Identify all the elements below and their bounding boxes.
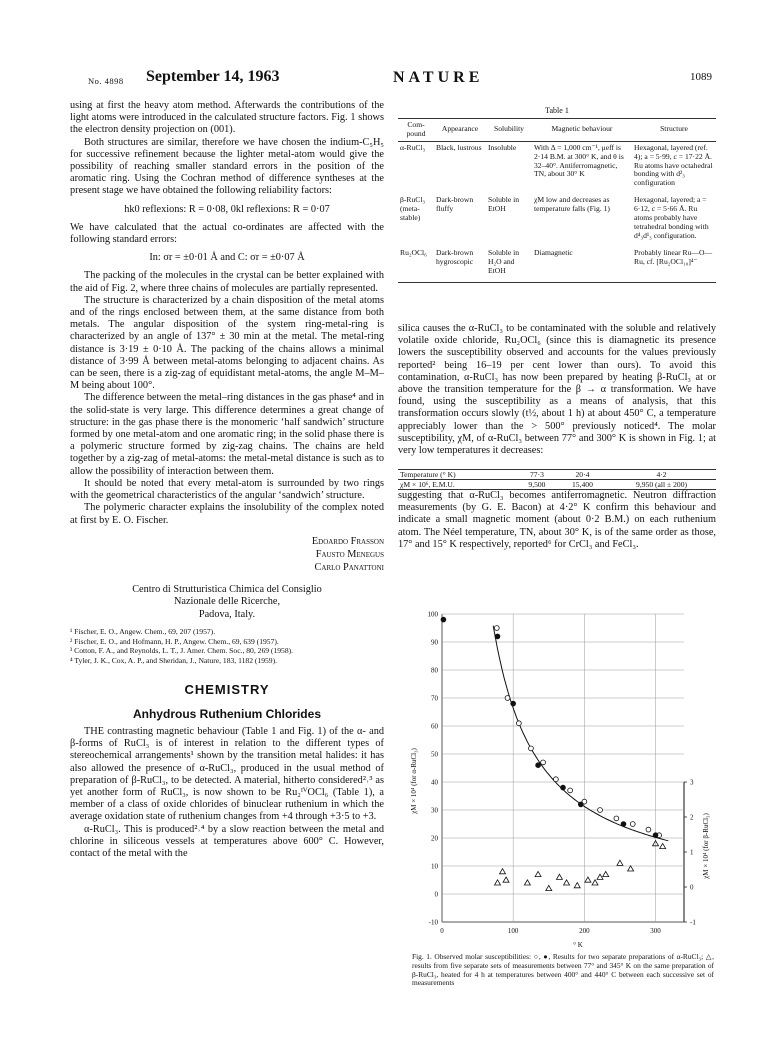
issue-number: No. 4898: [88, 76, 124, 86]
paragraph: The polymeric character explains the insolubility of the complex noted at first by E. O. Fischer.: [70, 502, 384, 526]
table-cell: With Δ = 1,000 cm⁻¹, μeff is 2·14 B.M. at 300° K, and θ is 32–40°. Antiferromagnetic, TN, about 30° K: [534, 142, 624, 179]
paragraph: α-RuCl₃. This is produced²˒⁴ by a slow reaction between the metal and chlorine in siliceous vessels at temperatures above 600° C. However, contact of the metal with the: [70, 823, 384, 860]
section-heading: CHEMISTRY: [184, 681, 270, 697]
y-tick-label: -10: [428, 918, 438, 927]
triangle-point: [524, 880, 530, 885]
filled-point: [621, 822, 626, 827]
x-tick-label: 300: [650, 927, 661, 935]
affiliation-line: Centro di Strutturistica Chimica del Consiglio: [132, 583, 322, 595]
affiliation-line: Padova, Italy.: [198, 608, 256, 620]
equation-reliability: hk0 reflexions: R = 0·08, 0kl reflexions: R = 0·07: [124, 203, 330, 215]
table-cell: Insoluble: [488, 142, 517, 152]
paragraph: THE contrasting magnetic behaviour (Table 1 and Fig. 1) of the α- and β-forms of RuCl₃ is of interest in relation to the different types of stereochemical arrangements¹ shown by the transition metal halides: it has also allowed the presence of α-RuCl₃, produced in the usual method of preparation of β-RuCl₃, to be detected. A material, hitherto considered²˒³ as yet another form of RuCl₃, is now shown to be Ru₂ᴵⱽOCl₆ (Table 1), a member of a class of oxide chlorides of binuclear ruthenium in which the average oxidation state of ruthenium changes from +4 through +3·5 to +3.: [70, 725, 384, 823]
page-number: 1089: [690, 71, 712, 83]
filled-point: [578, 802, 583, 807]
table-cell: Black, lustrous: [436, 142, 482, 152]
table-cell: Dark-brown fluffy: [436, 195, 474, 214]
affiliation-line: Nazionale delle Ricerche,: [173, 596, 281, 608]
susceptibility-chart: [402, 606, 720, 951]
figure-1: [402, 606, 720, 951]
open-point: [516, 721, 521, 726]
author: Carlo Panattoni: [314, 561, 384, 573]
reference: ³ Cotton, F. A., and Reynolds, L. T., J. Amer. Chem. Soc., 80, 269 (1958).: [70, 646, 294, 656]
table-header: Structure: [632, 118, 716, 141]
filled-point: [561, 785, 566, 790]
triangle-point: [628, 866, 634, 871]
triangle-point: [592, 880, 598, 885]
paragraph: It should be noted that every metal-atom is surrounded by two rings with the geometrical characteristics of the angular ‘sandwich’ structure.: [70, 477, 384, 502]
y-tick-label: 50: [431, 750, 438, 759]
article-title: Anhydrous Ruthenium Chlorides: [132, 706, 321, 721]
table-cell: χM low and decreases as temperature falls (Fig. 1): [534, 195, 610, 214]
triangle-point: [564, 880, 570, 885]
table-cell: 77·3: [516, 470, 558, 480]
open-point: [505, 696, 510, 701]
paragraph: suggesting that α-RuCl₃ becomes antiferromagnetic. Neutron diffraction measurements (by G. E. Bacon) at 4·2° K confirm this behaviour and indicate a small magnetic moment (about 0·2 B.M.) on each ruthenium atom. The Néel temperature, TN, about 30° K, is of the same order as those, 17° and 15° K respectively, reported⁶ for CrCl₃ and FeCl₃.: [398, 490, 716, 550]
x-tick-label: 0: [440, 927, 444, 935]
y2-tick-label: 3: [690, 778, 694, 787]
reference: ⁴ Tyler, J. K., Cox, A. P., and Sheridan, J., Nature, 183, 1182 (1959).: [70, 655, 278, 665]
table-header: Magnetic behaviour: [532, 118, 632, 141]
table-cell: 4·2: [607, 470, 716, 480]
paragraph: using at first the heavy atom method. Afterwards the contributions of the light atoms were introduced in the calculated structure factors. Fig. 1 shows the electron density projection on (001).: [70, 100, 384, 136]
table-1: [398, 107, 716, 283]
left-column: [70, 100, 384, 860]
table-cell: Ru₂OCl₆: [398, 247, 434, 282]
table-cell: Probably linear Ru—O—Ru, cf. [Ru₂OCl₁₀]⁴⁻: [632, 247, 716, 282]
x-axis-label: ° K: [573, 941, 583, 949]
paragraph: The difference between the metal–ring distances in the gas phase⁴ and in the solid-state is very large. This difference determines a great change of structure: in the gas phase there is the monomeric ‘half sandwich’ structure formed by one metal-atom and one aromatic ring; in the solid phase there is a polymeric structure formed by zig-zag chains. The chains are held together by a zig-zag of metal-atoms: the metal-metal distance is such as to allow the possibility of interaction between them.: [70, 392, 384, 477]
reference: ² Fischer, E. O., and Hofmann, H. P., Angew. Chem., 69, 639 (1957).: [70, 636, 279, 646]
y-tick-label: 60: [431, 722, 438, 731]
figure-caption: Fig. 1. Observed molar susceptibilities: ○, ●, Results for two separate preparations of α-RuCl₃; △, results from five separate sets of measurements between 77° and 345° K on the same preparation of β-RuCl₃, heated for 4 h at temperatures between 400° and 440° C between each successive set of measurements: [412, 952, 714, 988]
affiliation: [70, 584, 384, 622]
filled-point: [495, 634, 500, 639]
table-cell: Hexagonal, layered; a = 6·12, c = 5·66 Å. Ru atoms probably have tetrahedral bonding with d⁴₃d¹₃ configuration.: [634, 195, 709, 240]
table-row: [398, 480, 716, 490]
paragraph: silica causes the α-RuCl₃ to be contaminated with the soluble and relatively volatile oxide chloride, Ru₂OCl₆ (since this is diamagnetic its presence lowers the susceptibility observed and accounts for the values previously reported² being 16–19 per cent lower than ours). To avoid this contamination, α-RuCl₃ has now been prepared by heating β-RuCl₃ at or above the transition temperature for the β → α transformation. We have found, using the susceptibility as a means of analysis, that this transformation occurs slowly (t½, about 1 h) at about 450° C, a temperature appreciably lower than the > 500° previously noticed⁴. The molar susceptibility, χM, of α-RuCl₃ between 77° and 300° K is shown in Fig. 1; at very low temperatures it decreases:: [398, 323, 716, 457]
reference: ¹ Fischer, E. O., Angew. Chem., 69, 207 (1957).: [70, 627, 216, 637]
author: Fausto Menegus: [315, 548, 384, 560]
y-tick-label: 30: [431, 806, 438, 815]
table-cell: 9,950 (all ± 200): [607, 480, 716, 490]
y-tick-label: 70: [431, 694, 438, 703]
paragraph: The structure is characterized by a chain disposition of the metal atoms and of the rings enclosed between them, at the same distance from both metals. The angular disposition of the system ring-metal-ring is characterized by an angle of 137° ± 30 min at the metal. The metal-ring distance is 3·19 ± 0·10 Å. The packing of the chains allows a minimal distance of 3·99 Å between metal-atoms belonging to adjacent chains. As can be seen, there is a zig-zag of equidistant metal-atoms, the angle M–M–M being about 100°.: [70, 294, 384, 392]
y-tick-label: 0: [434, 890, 438, 899]
table-cell: Soluble in EtOH: [488, 195, 520, 214]
filled-point: [511, 701, 516, 706]
open-point: [541, 760, 546, 765]
reference-list: [70, 627, 384, 665]
x-tick-label: 100: [507, 927, 519, 935]
author: Edoardo Frasson: [311, 535, 384, 547]
issue-date: September 14, 1963: [146, 68, 280, 85]
x-tick-label: 200: [579, 927, 590, 935]
open-point: [553, 777, 558, 782]
triangle-point: [617, 860, 623, 865]
table-row: [398, 247, 716, 282]
paragraph: We have calculated that the actual co-ordinates are affected with the following standard errors:: [70, 221, 384, 246]
open-point: [630, 822, 635, 827]
right-column-bottom: [398, 490, 716, 551]
table-cell: χM × 10⁶, E.M.U.: [398, 480, 516, 490]
y2-tick-label: 1: [690, 848, 694, 857]
triangle-point: [556, 874, 562, 879]
filled-point: [653, 833, 658, 838]
triangle-point: [500, 869, 506, 874]
triangle-point: [546, 885, 552, 890]
y2-tick-label: -1: [690, 918, 696, 927]
y-tick-label: 100: [427, 610, 438, 619]
equation-errors: In: σr = ±0·01 Å and C: σr = ±0·07 Å: [149, 252, 305, 264]
table-header: Com-pound: [398, 118, 434, 141]
y-tick-label: 10: [431, 862, 438, 871]
triangle-point: [585, 877, 591, 882]
author-list: [70, 535, 384, 574]
table-cell: α-RuCl₃: [400, 142, 426, 152]
table-cell: 20·4: [558, 470, 607, 480]
temperature-table: [398, 469, 716, 490]
table-cell: Diamagnetic: [532, 247, 632, 282]
y2-tick-label: 0: [690, 883, 694, 892]
y-tick-label: 90: [431, 638, 438, 647]
open-point: [568, 788, 573, 793]
running-header: [88, 68, 712, 90]
open-point: [529, 746, 534, 751]
triangle-point: [495, 880, 501, 885]
triangle-point: [503, 877, 509, 882]
table-cell: Temperature (° K): [398, 470, 516, 480]
y2-axis-label: χM × 10⁴ (for β-RuCl₃): [702, 813, 710, 879]
triangle-point: [597, 874, 603, 879]
right-column-top: [398, 323, 716, 457]
y2-tick-label: 2: [690, 813, 694, 822]
table-cell: Hexagonal, layered (ref. 4); a = 5·99, c = 17·22 Å. Ru atoms have octahedral bonding with d²₃ configuration: [634, 142, 713, 188]
y-tick-label: 20: [431, 834, 438, 843]
filled-point: [441, 617, 446, 622]
table-caption: Table 1: [545, 106, 569, 115]
table-cell: β-RuCl₃ (meta-stable): [400, 195, 426, 223]
triangle-point: [574, 883, 580, 888]
triangle-point: [603, 871, 609, 876]
open-point: [646, 827, 651, 832]
chart-grid: [442, 614, 684, 922]
table-row: [398, 141, 716, 194]
open-point: [614, 816, 619, 821]
table-header: Solubility: [486, 118, 532, 141]
table-cell: Dark-brown hygroscopic: [434, 247, 486, 282]
y-axis-label: χM × 10⁴ (for α-RuCl₃): [410, 748, 418, 814]
table-header: Appearance: [434, 118, 486, 141]
table-cell: 15,400: [558, 480, 607, 490]
y-tick-label: 40: [431, 778, 438, 787]
fit-curve: [493, 626, 668, 841]
triangle-point: [535, 871, 541, 876]
triangle-point: [660, 843, 666, 848]
open-point: [494, 626, 499, 631]
chart-ticks: [428, 611, 697, 936]
table-cell: Soluble in H₂O and EtOH: [486, 247, 532, 282]
filled-point: [536, 763, 541, 768]
table-row: [398, 470, 716, 480]
paragraph: The packing of the molecules in the crystal can be better explained with the aid of Fig. 2, where three chains of molecules are partially represented.: [70, 270, 384, 294]
paragraph: Both structures are similar, therefore we have chosen the indium-C₅H₅ for successive refinement because the lighter metal-atom would give the possibility of reaching smaller standard errors in the position of the aromatic ring. Using the Cochran method of difference syntheses at the present stage we have obtained the following reliability factors:: [70, 136, 384, 197]
y-tick-label: 80: [431, 666, 438, 675]
table-cell: 9,500: [516, 480, 558, 490]
table-row: [398, 194, 716, 247]
open-point: [598, 808, 603, 813]
journal-name: NATURE: [393, 69, 484, 86]
